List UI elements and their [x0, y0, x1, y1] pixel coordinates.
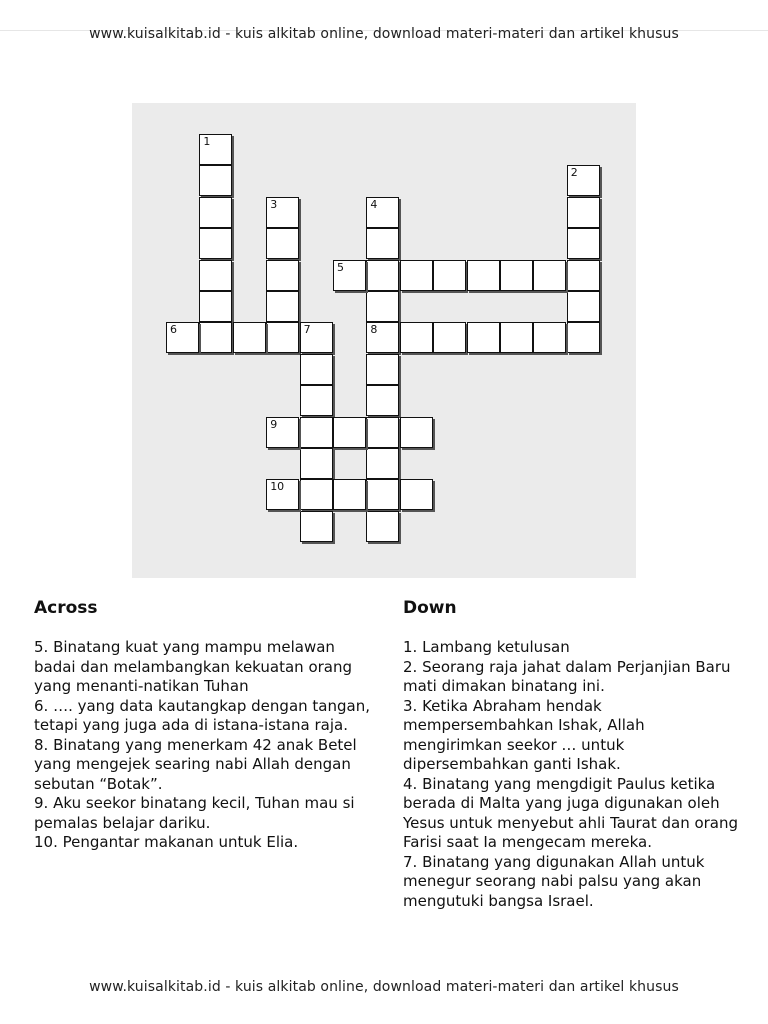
- crossword-cell[interactable]: [366, 260, 399, 291]
- crossword-cell[interactable]: [266, 322, 299, 353]
- crossword-cell[interactable]: [366, 291, 399, 322]
- clue-number-label: 10: [270, 480, 285, 494]
- crossword-cell[interactable]: [266, 291, 299, 322]
- crossword-cell[interactable]: [433, 322, 466, 353]
- across-clue-8: 8. Binatang yang menerkam 42 anak Betel yang mengejek searing nabi Allah dengan sebutan “Botak”.: [34, 735, 357, 793]
- down-clue-1: 1. Lambang ketulusan: [403, 638, 570, 656]
- crossword-cell[interactable]: [366, 511, 399, 542]
- crossword-cell[interactable]: [467, 260, 500, 291]
- across-clue-9: 9. Aku seekor binatang kecil, Tuhan mau si pemalas belajar dariku.: [34, 794, 355, 832]
- crossword-cell[interactable]: [500, 322, 533, 353]
- crossword-cell[interactable]: [467, 322, 500, 353]
- clue-number-label: 6: [170, 323, 177, 337]
- down-clues: [403, 597, 743, 911]
- clue-number-label: 4: [370, 197, 378, 211]
- crossword-cell[interactable]: [366, 479, 399, 510]
- across-clue-6: 6. …. yang data kautangkap dengan tangan, tetapi yang juga ada di istana-istana raja.: [34, 696, 370, 734]
- across-clues: [34, 597, 372, 853]
- across-clue-5: 5. Binatang kuat yang mampu melawan badai dan melambangkan kekuatan orang yang menanti-natikan Tuhan: [34, 638, 353, 695]
- crossword-cell[interactable]: [366, 448, 399, 479]
- crossword-cell[interactable]: [199, 291, 232, 322]
- crossword-cell-5[interactable]: [333, 260, 366, 291]
- crossword-cell[interactable]: [567, 228, 600, 259]
- crossword-cell[interactable]: [300, 354, 333, 385]
- clue-number-label: 3: [270, 197, 278, 211]
- crossword-cell[interactable]: [333, 479, 366, 510]
- crossword-cell-8[interactable]: [366, 322, 399, 353]
- clue-number-label: 1: [203, 135, 211, 148]
- crossword-cell[interactable]: [433, 260, 466, 291]
- clue-number-label: 7: [303, 323, 311, 337]
- crossword-cell[interactable]: [400, 479, 433, 510]
- crossword-cell[interactable]: [300, 479, 333, 510]
- crossword-cell[interactable]: [533, 322, 566, 353]
- crossword-cell[interactable]: [366, 228, 399, 259]
- across-clue-10: 10. Pengantar makanan untuk Elia.: [34, 833, 299, 851]
- clue-number-label: 5: [337, 260, 344, 274]
- crossword-cell-1[interactable]: [199, 134, 232, 165]
- crossword-cell[interactable]: [400, 417, 433, 448]
- crossword-cell[interactable]: [199, 260, 232, 291]
- clue-number-label: 9: [270, 417, 278, 431]
- crossword-cell[interactable]: [366, 417, 399, 448]
- crossword-cell[interactable]: [567, 260, 600, 291]
- crossword-cell[interactable]: [567, 322, 600, 353]
- crossword-cell-9[interactable]: [266, 417, 299, 448]
- crossword-cell-6[interactable]: [166, 322, 199, 353]
- crossword-cell[interactable]: [300, 448, 333, 479]
- crossword-cell[interactable]: [533, 260, 566, 291]
- crossword-cell[interactable]: [199, 228, 232, 259]
- down-clue-2: 2. Seorang raja jahat dalam Perjanjian Baru mati dimakan binatang ini.: [403, 657, 731, 695]
- crossword-cell[interactable]: [199, 322, 232, 353]
- crossword-cell[interactable]: [333, 417, 366, 448]
- clue-number-label: 8: [370, 323, 378, 337]
- down-clue-4: 4. Binatang yang mengdigit Paulus ketika berada di Malta yang juga digunakan oleh Yesus untuk menyebut ahli Taurat dan orang Farisi saat Ia mengecam mereka.: [403, 774, 739, 851]
- crossword-cell[interactable]: [567, 197, 600, 228]
- crossword-cell-10[interactable]: [266, 479, 299, 510]
- across-heading: Across: [34, 598, 98, 618]
- footer-site-line: www.kuisalkitab.id - kuis alkitab online, download materi-materi dan artikel khusus: [89, 979, 679, 995]
- crossword-cell[interactable]: [500, 260, 533, 291]
- crossword-cell[interactable]: [300, 417, 333, 448]
- crossword-cell[interactable]: [366, 385, 399, 416]
- crossword-cell-2[interactable]: [567, 165, 600, 196]
- crossword-cell[interactable]: [366, 354, 399, 385]
- crossword-cell-7[interactable]: [300, 322, 333, 353]
- crossword-cell[interactable]: [266, 228, 299, 259]
- header-site-line: www.kuisalkitab.id - kuis alkitab online, download materi-materi dan artikel khusus: [89, 26, 679, 42]
- crossword-cell[interactable]: [300, 385, 333, 416]
- down-clue-7: 7. Binatang yang digunakan Allah untuk menegur seorang nabi palsu yang akan mengutuki bangsa Israel.: [403, 852, 705, 910]
- crossword-cell[interactable]: [199, 165, 232, 196]
- down-clue-3: 3. Ketika Abraham hendak mempersembahkan Ishak, Allah mengirimkan seekor … untuk dipersembahkan ganti Ishak.: [403, 696, 645, 773]
- clue-number-label: 2: [570, 166, 578, 180]
- crossword-cell[interactable]: [567, 291, 600, 322]
- crossword-cell[interactable]: [266, 260, 299, 291]
- down-heading: Down: [403, 598, 457, 618]
- crossword-cell[interactable]: [233, 322, 266, 353]
- crossword-cell[interactable]: [300, 511, 333, 542]
- crossword-cell[interactable]: [199, 197, 232, 228]
- crossword-cell[interactable]: [400, 322, 433, 353]
- crossword-cell-3[interactable]: [266, 197, 299, 228]
- crossword-cell-4[interactable]: [366, 197, 399, 228]
- crossword-cell[interactable]: [400, 260, 433, 291]
